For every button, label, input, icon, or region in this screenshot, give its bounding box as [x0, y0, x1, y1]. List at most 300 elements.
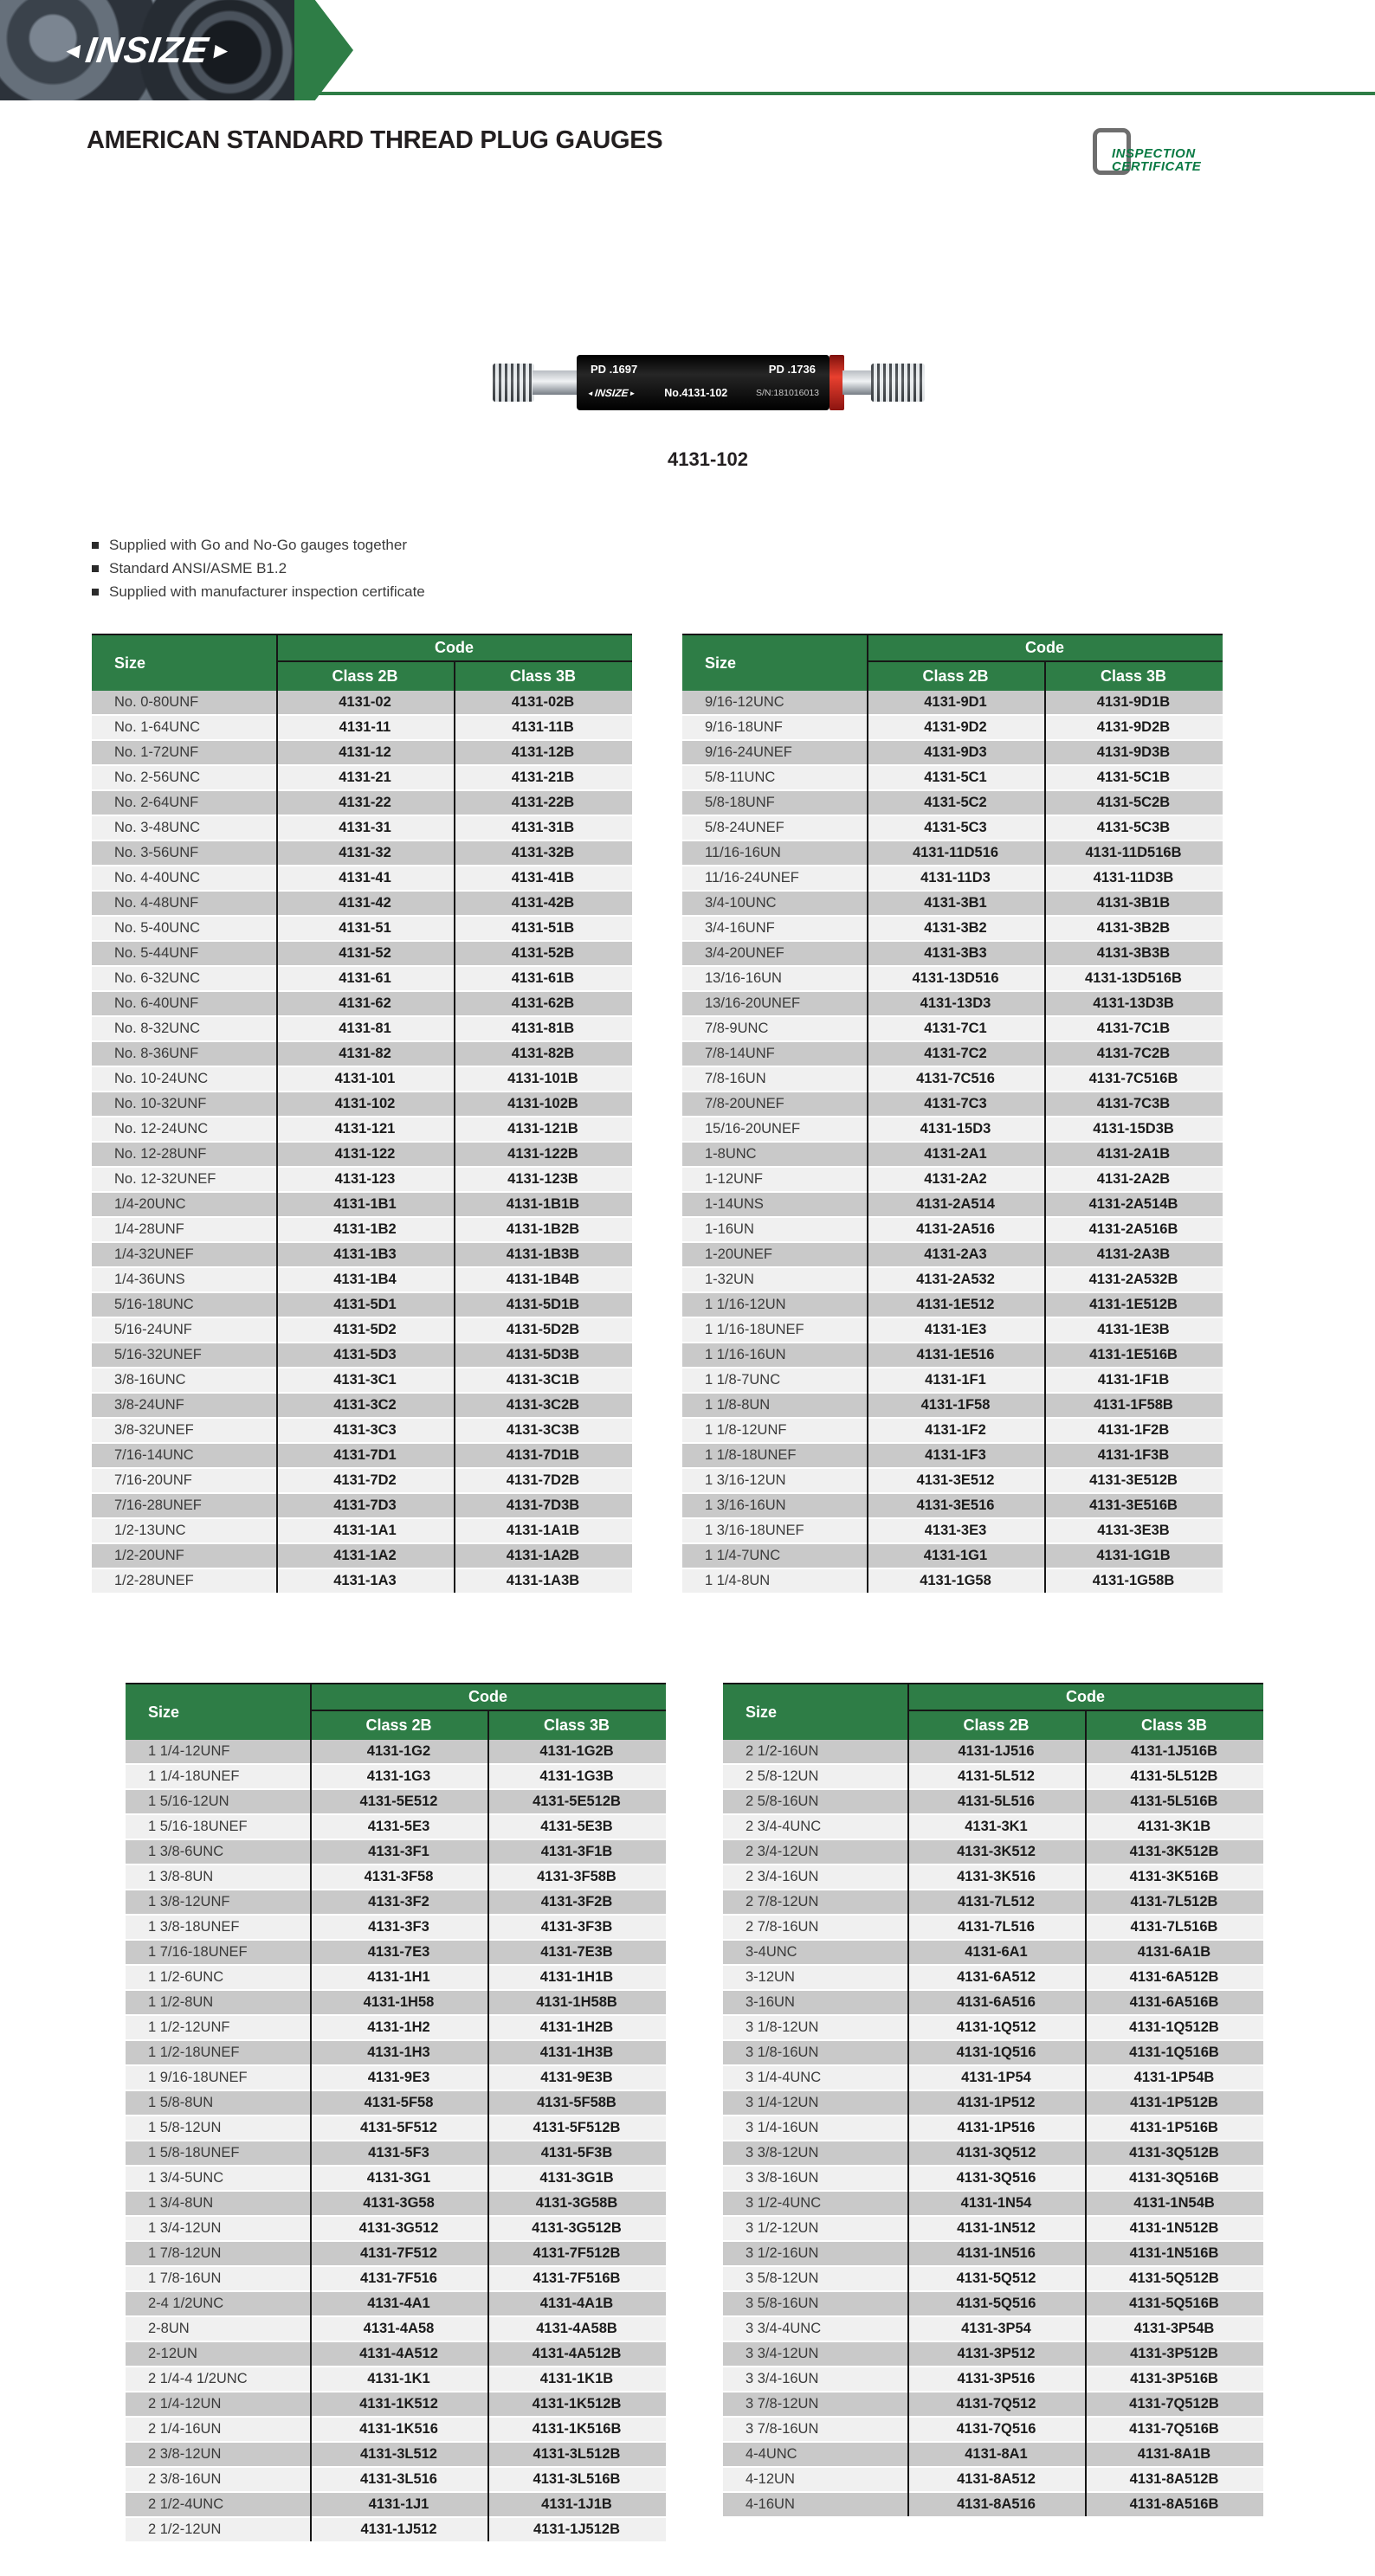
size-cell: 1 7/8-12UN: [148, 2245, 222, 2261]
table-row: [682, 1040, 1223, 1066]
size-cell: 2 5/8-12UN: [746, 1768, 819, 1784]
code-class3b-cell: 4131-51B: [511, 920, 575, 936]
table-row: [682, 739, 1223, 764]
code-class3b-cell: 4131-22B: [511, 795, 575, 810]
code-class3b-cell: 4131-7Q512B: [1129, 2396, 1219, 2412]
code-class2b-cell: 4131-3K1: [965, 1819, 1028, 1834]
code-class3b-cell: 4131-3L512B: [533, 2446, 621, 2462]
table-row: [682, 764, 1223, 789]
code-class3b-cell: 4131-3G512B: [532, 2220, 622, 2236]
size-cell: 2-4 1/2UNC: [148, 2296, 224, 2311]
code-class3b-cell: 4131-5D3B: [506, 1347, 580, 1362]
size-cell: No. 5-40UNC: [114, 920, 201, 936]
table-row: [682, 1066, 1223, 1091]
table-row: [92, 1317, 632, 1342]
size-cell: 5/8-24UNEF: [705, 820, 784, 835]
table-row: [126, 1914, 666, 1939]
code-class2b-cell: 4131-5E3: [367, 1819, 430, 1834]
size-cell: 5/16-18UNC: [114, 1297, 194, 1312]
feature-text: Supplied with manufacturer inspection certificate: [109, 583, 425, 600]
col-header-class-3b: Class 3B: [1100, 667, 1167, 685]
code-class2b-cell: 4131-52: [339, 945, 391, 961]
size-cell: 3 1/4-16UN: [746, 2120, 819, 2135]
code-class2b-cell: 4131-1H3: [367, 2045, 430, 2060]
code-class3b-cell: 4131-8A512B: [1129, 2471, 1219, 2487]
code-class3b-cell: 4131-3E516B: [1089, 1497, 1178, 1513]
code-class3b-cell: 4131-1H1B: [539, 1969, 614, 1985]
code-class2b-cell: 4131-02: [339, 694, 391, 710]
code-class3b-cell: 4131-1J1B: [541, 2496, 612, 2512]
code-class3b-cell: 4131-4A58B: [536, 2321, 617, 2336]
code-class3b-cell: 4131-2A1B: [1096, 1146, 1171, 1162]
table-row: [723, 2341, 1263, 2366]
size-cell: 15/16-20UNEF: [705, 1121, 801, 1137]
code-class2b-cell: 4131-1J512: [360, 2521, 437, 2537]
code-class2b-cell: 4131-1G58: [920, 1573, 991, 1588]
code-class3b-cell: 4131-3C2B: [506, 1397, 580, 1413]
logo-arrow-left-icon: ◄: [586, 389, 595, 397]
size-cell: 1 3/8-18UNEF: [148, 1919, 240, 1935]
size-cell: 1 3/16-16UN: [705, 1497, 786, 1513]
size-cell: 1-32UN: [705, 1272, 754, 1287]
code-class3b-cell: 4131-3Q512B: [1129, 2145, 1219, 2161]
table-row: [92, 1040, 632, 1066]
table-row: [126, 2391, 666, 2416]
table-row: [723, 2441, 1263, 2466]
code-class2b-cell: 4131-5D1: [333, 1297, 397, 1312]
code-class2b-cell: 4131-3C2: [333, 1397, 397, 1413]
code-class3b-cell: 4131-1E3B: [1097, 1322, 1170, 1337]
code-class2b-cell: 4131-1P512: [957, 2095, 1036, 2110]
code-class3b-cell: 4131-3P54B: [1133, 2321, 1215, 2336]
code-class3b-cell: 4131-1P54B: [1133, 2070, 1215, 2085]
code-class2b-cell: 4131-3B2: [924, 920, 987, 936]
code-class3b-cell: 4131-11D516B: [1085, 845, 1182, 860]
code-class2b-cell: 4131-2A532: [916, 1272, 995, 1287]
size-cell: 1 3/8-8UN: [148, 1869, 214, 1884]
col-header-class-3b: Class 3B: [509, 667, 577, 685]
col-header-size: Size: [148, 1703, 180, 1721]
thread-plug-gauge-image: [489, 355, 926, 415]
size-cell: 2 1/2-4UNC: [148, 2496, 224, 2512]
code-class2b-cell: 4131-1B2: [333, 1221, 397, 1237]
size-cell: No. 6-40UNF: [114, 995, 199, 1011]
code-class2b-cell: 4131-81: [339, 1021, 391, 1036]
size-cell: 11/16-24UNEF: [705, 870, 799, 886]
code-class3b-cell: 4131-7L516B: [1130, 1919, 1218, 1935]
size-cell: 1 5/16-18UNEF: [148, 1819, 248, 1834]
code-class2b-cell: 4131-7E3: [367, 1944, 430, 1960]
code-class3b-cell: 4131-31B: [511, 820, 575, 835]
logo-arrow-right-icon: ►: [629, 389, 636, 397]
feature-text: Standard ANSI/ASME B1.2: [109, 559, 287, 576]
table-row: [126, 2090, 666, 2115]
code-class2b-cell: 4131-7D1: [333, 1447, 397, 1463]
table-header: [126, 1684, 666, 1740]
table-row: [723, 2416, 1263, 2441]
code-class2b-cell: 4131-3Q516: [956, 2170, 1036, 2186]
gauge-serial-number: S/N:181016013: [756, 388, 819, 398]
feature-item: [92, 580, 425, 603]
table-row: [92, 1216, 632, 1241]
table-row: [92, 940, 632, 965]
table-row: [682, 840, 1223, 865]
table-row: [92, 714, 632, 739]
code-class3b-cell: 4131-7Q516B: [1129, 2421, 1219, 2437]
table-row: [682, 1191, 1223, 1216]
code-class3b-cell: 4131-7F512B: [533, 2245, 621, 2261]
code-class3b-cell: 4131-122B: [507, 1146, 578, 1162]
code-class3b-cell: 4131-2A532B: [1088, 1272, 1178, 1287]
code-class2b-cell: 4131-3K516: [957, 1869, 1036, 1884]
code-class2b-cell: 4131-3B3: [924, 945, 987, 961]
size-cell: 1-14UNS: [705, 1196, 764, 1212]
code-class3b-cell: 4131-1P512B: [1130, 2095, 1218, 2110]
code-class3b-cell: 4131-7F516B: [533, 2270, 621, 2286]
code-class2b-cell: 4131-1J1: [368, 2496, 429, 2512]
code-class3b-cell: 4131-52B: [511, 945, 575, 961]
code-class3b-cell: 4131-7C2B: [1096, 1046, 1171, 1061]
table-row: [126, 2140, 666, 2165]
size-cell: 1-16UN: [705, 1221, 754, 1237]
size-cell: 3/8-16UNC: [114, 1372, 186, 1388]
code-class3b-cell: 4131-1N54B: [1133, 2195, 1215, 2211]
size-cell: 1 1/8-12UNF: [705, 1422, 787, 1438]
table-row: [126, 1964, 666, 1989]
table-row: [682, 1467, 1223, 1492]
table-row: [723, 2140, 1263, 2165]
table-row: [682, 1492, 1223, 1517]
size-cell: 1 5/8-12UN: [148, 2120, 222, 2135]
code-class2b-cell: 4131-3B1: [924, 895, 987, 911]
code-class2b-cell: 4131-7F512: [360, 2245, 437, 2261]
table-row: [723, 2115, 1263, 2140]
table-row: [92, 915, 632, 940]
size-cell: 3 1/8-16UN: [746, 2045, 819, 2060]
size-cell: 1 3/8-12UNF: [148, 1894, 230, 1909]
size-cell: 1/4-32UNEF: [114, 1246, 194, 1262]
code-class3b-cell: 4131-2A514B: [1088, 1196, 1178, 1212]
size-cell: 2 3/4-12UN: [746, 1844, 819, 1859]
table-row: [723, 2391, 1263, 2416]
code-class3b-cell: 4131-13D3B: [1093, 995, 1174, 1011]
size-cell: No. 2-64UNF: [114, 795, 199, 810]
code-class2b-cell: 4131-1N512: [957, 2220, 1036, 2236]
bullet-icon: [92, 565, 99, 572]
code-class3b-cell: 4131-5L512B: [1130, 1768, 1218, 1784]
table-row: [126, 2039, 666, 2064]
thread-table-3: [126, 1683, 666, 2541]
code-class2b-cell: 4131-3G58: [363, 2195, 435, 2211]
code-class2b-cell: 4131-51: [339, 920, 391, 936]
table-row: [92, 1166, 632, 1191]
code-class2b-cell: 4131-3G512: [358, 2220, 439, 2236]
size-cell: 2 5/8-16UN: [746, 1794, 819, 1809]
logo-arrow-right-icon: ►: [208, 37, 235, 63]
code-class3b-cell: 4131-1E516B: [1089, 1347, 1178, 1362]
table-row: [92, 1066, 632, 1091]
size-cell: 3 1/4-12UN: [746, 2095, 819, 2110]
code-class3b-cell: 4131-1K512B: [532, 2396, 622, 2412]
code-class3b-cell: 4131-3Q516B: [1129, 2170, 1219, 2186]
table-row: [682, 1166, 1223, 1191]
code-class2b-cell: 4131-3P512: [957, 2346, 1036, 2361]
code-class2b-cell: 4131-5L512: [958, 1768, 1035, 1784]
size-cell: 1/2-28UNEF: [114, 1573, 194, 1588]
size-cell: 1 1/4-18UNEF: [148, 1768, 240, 1784]
certificate-label-line2: CERTIFICATE: [1112, 159, 1202, 174]
code-class3b-cell: 4131-5F512B: [533, 2120, 621, 2135]
table-row: [92, 1492, 632, 1517]
code-class3b-cell: 4131-3G58B: [535, 2195, 618, 2211]
code-class2b-cell: 4131-12: [339, 744, 391, 760]
code-class3b-cell: 4131-11B: [512, 719, 574, 735]
code-class2b-cell: 4131-2A3: [924, 1246, 987, 1262]
table-row: [92, 1266, 632, 1291]
header-rule: [319, 92, 1375, 95]
size-cell: 1 3/4-5UNC: [148, 2170, 224, 2186]
table-row: [92, 739, 632, 764]
size-cell: 3/4-16UNF: [705, 920, 775, 936]
size-cell: 1 1/2-12UNF: [148, 2019, 230, 2035]
code-class2b-cell: 4131-5E512: [359, 1794, 438, 1809]
table-row: [126, 2366, 666, 2391]
code-class2b-cell: 4131-5Q512: [956, 2270, 1036, 2286]
table-row: [126, 2290, 666, 2315]
code-class3b-cell: 4131-12B: [511, 744, 575, 760]
table-row: [126, 2441, 666, 2466]
code-class3b-cell: 4131-5E3B: [540, 1819, 613, 1834]
table-row: [682, 1542, 1223, 1568]
code-class3b-cell: 4131-02B: [511, 694, 575, 710]
code-class2b-cell: 4131-7F516: [360, 2270, 437, 2286]
code-class3b-cell: 4131-4A1B: [539, 2296, 614, 2311]
table-row: [723, 1740, 1263, 1763]
size-cell: 5/8-18UNF: [705, 795, 775, 810]
size-cell: 2 1/2-12UN: [148, 2521, 222, 2537]
size-cell: 3/8-32UNEF: [114, 1422, 194, 1438]
size-cell: 3-16UN: [746, 1994, 795, 2010]
code-class2b-cell: 4131-13D3: [920, 995, 991, 1011]
table-row: [92, 1291, 632, 1317]
code-class3b-cell: 4131-11D3B: [1093, 870, 1174, 886]
table-header: [682, 635, 1223, 691]
size-cell: 1/4-28UNF: [114, 1221, 184, 1237]
no-go-thread-end: [871, 364, 925, 402]
code-class3b-cell: 4131-3F1B: [540, 1844, 613, 1859]
code-class3b-cell: 4131-7C3B: [1096, 1096, 1171, 1111]
code-class3b-cell: 4131-1B1B: [506, 1196, 580, 1212]
table-row: [682, 1141, 1223, 1166]
code-class3b-cell: 4131-3C1B: [506, 1372, 580, 1388]
code-class2b-cell: 4131-3P516: [957, 2371, 1036, 2386]
size-cell: 7/8-20UNEF: [705, 1096, 784, 1111]
code-class2b-cell: 4131-1K512: [359, 2396, 438, 2412]
size-cell: 4-12UN: [746, 2471, 795, 2487]
table-row: [723, 1864, 1263, 1889]
table-row: [92, 890, 632, 915]
table-row: [682, 1442, 1223, 1467]
size-cell: 3 7/8-12UN: [746, 2396, 819, 2412]
table-row: [126, 2315, 666, 2341]
size-cell: 1 1/2-8UN: [148, 1994, 214, 2010]
size-cell: 2 3/4-16UN: [746, 1869, 819, 1884]
code-class3b-cell: 4131-1H2B: [539, 2019, 614, 2035]
table-row: [682, 1517, 1223, 1542]
table-row: [126, 2064, 666, 2090]
size-cell: 5/16-32UNEF: [114, 1347, 202, 1362]
size-cell: 1 3/16-18UNEF: [705, 1523, 804, 1538]
code-class2b-cell: 4131-9D3: [924, 744, 987, 760]
code-class2b-cell: 4131-1Q516: [956, 2045, 1036, 2060]
code-class3b-cell: 4131-5D1B: [506, 1297, 580, 1312]
code-class3b-cell: 4131-1F58B: [1094, 1397, 1173, 1413]
table-row: [682, 1568, 1223, 1593]
code-class3b-cell: 4131-1G1B: [1096, 1548, 1171, 1563]
column-divider: [867, 635, 868, 1593]
code-class2b-cell: 4131-13D516: [912, 970, 999, 986]
code-class3b-cell: 4131-7E3B: [540, 1944, 613, 1960]
table-row: [682, 1367, 1223, 1392]
size-cell: 1 5/16-12UN: [148, 1794, 229, 1809]
code-class2b-cell: 4131-5F512: [360, 2120, 437, 2135]
size-cell: 1-12UNF: [705, 1171, 763, 1187]
code-class3b-cell: 4131-32B: [511, 845, 575, 860]
logo-arrow-left-icon: ◄: [60, 37, 87, 63]
code-class2b-cell: 4131-1A2: [333, 1548, 397, 1563]
size-cell: 13/16-16UN: [705, 970, 782, 986]
table-row: [723, 2064, 1263, 2090]
size-cell: 2 3/4-4UNC: [746, 1819, 822, 1834]
size-cell: 7/16-20UNF: [114, 1472, 192, 1488]
code-class2b-cell: 4131-1E516: [916, 1347, 995, 1362]
col-header-class-2b: Class 2B: [332, 667, 398, 685]
code-class3b-cell: 4131-5D2B: [506, 1322, 580, 1337]
code-class3b-cell: 4131-41B: [511, 870, 575, 886]
size-cell: No. 4-40UNC: [114, 870, 201, 886]
feature-item: [92, 533, 425, 557]
table-row: [682, 691, 1223, 714]
size-cell: 3 3/4-12UN: [746, 2346, 819, 2361]
table-row: [682, 1417, 1223, 1442]
code-class3b-cell: 4131-1N516B: [1129, 2245, 1219, 2261]
code-class2b-cell: 4131-3F2: [368, 1894, 429, 1909]
size-cell: 1 1/16-12UN: [705, 1297, 786, 1312]
brand-name: INSIZE: [83, 29, 212, 70]
size-cell: 7/16-28UNEF: [114, 1497, 202, 1513]
size-cell: 9/16-24UNEF: [705, 744, 792, 760]
size-cell: 1 1/4-8UN: [705, 1573, 771, 1588]
code-class2b-cell: 4131-7C516: [916, 1071, 995, 1086]
table-row: [723, 2491, 1263, 2516]
size-cell: 1 1/4-12UNF: [148, 1743, 230, 1759]
code-class2b-cell: 4131-1F2: [925, 1422, 986, 1438]
code-class3b-cell: 4131-6A516B: [1129, 1994, 1219, 2010]
size-cell: No. 8-36UNF: [114, 1046, 199, 1061]
left-shaft: [533, 370, 578, 395]
table-row: [126, 2341, 666, 2366]
code-class2b-cell: 4131-5L516: [958, 1794, 1035, 1809]
table-row: [723, 2215, 1263, 2240]
code-class3b-cell: 4131-3F58B: [537, 1869, 616, 1884]
table-row: [92, 1517, 632, 1542]
code-class2b-cell: 4131-7L516: [958, 1919, 1035, 1935]
table-row: [723, 2265, 1263, 2290]
thread-table-2: [682, 634, 1223, 1593]
code-class2b-cell: 4131-11D3: [920, 870, 991, 886]
code-class2b-cell: 4131-1F3: [925, 1447, 986, 1463]
code-class2b-cell: 4131-1K516: [359, 2421, 438, 2437]
size-cell: 2 1/4-16UN: [148, 2421, 222, 2437]
code-class3b-cell: 4131-1F2B: [1097, 1422, 1170, 1438]
code-class2b-cell: 4131-32: [339, 845, 391, 860]
code-class2b-cell: 4131-1A1: [333, 1523, 397, 1538]
table-row: [126, 2115, 666, 2140]
gauge-handle: [577, 355, 830, 410]
code-class3b-cell: 4131-1K516B: [532, 2421, 622, 2437]
col-header-class-3b: Class 3B: [543, 1716, 610, 1734]
size-cell: 1 3/4-12UN: [148, 2220, 222, 2236]
table-row: [126, 1763, 666, 1788]
table-row: [682, 789, 1223, 815]
column-divider: [1044, 662, 1046, 1593]
table-row: [126, 2265, 666, 2290]
code-class3b-cell: 4131-82B: [511, 1046, 575, 1061]
product-code-caption: 4131-102: [668, 448, 748, 470]
code-class3b-cell: 4131-1A1B: [506, 1523, 580, 1538]
code-class2b-cell: 4131-1H2: [367, 2019, 430, 2035]
code-class2b-cell: 4131-102: [334, 1096, 396, 1111]
code-class2b-cell: 4131-7D2: [333, 1472, 397, 1488]
table-row: [92, 1116, 632, 1141]
table-row: [682, 1392, 1223, 1417]
table-row: [92, 1568, 632, 1593]
size-cell: 2 1/4-12UN: [148, 2396, 222, 2412]
gauge-insize-logo: ◄ INSIZE ►: [586, 387, 636, 399]
code-class2b-cell: 4131-3F3: [368, 1919, 429, 1935]
size-cell: 11/16-16UN: [705, 845, 781, 860]
table-row: [682, 965, 1223, 990]
code-class3b-cell: 4131-7L512B: [1130, 1894, 1218, 1909]
code-class2b-cell: 4131-9D2: [924, 719, 987, 735]
code-class3b-cell: 4131-3B2B: [1096, 920, 1171, 936]
col-header-class-3b: Class 3B: [1140, 1716, 1208, 1734]
code-class2b-cell: 4131-1Q512: [956, 2019, 1036, 2035]
code-class3b-cell: 4131-1G58B: [1092, 1573, 1175, 1588]
size-cell: 1/2-13UNC: [114, 1523, 186, 1538]
table-row: [92, 1367, 632, 1392]
code-class2b-cell: 4131-3P54: [961, 2321, 1031, 2336]
table-row: [723, 2190, 1263, 2215]
code-class2b-cell: 4131-1J516: [958, 1743, 1035, 1759]
code-class2b-cell: 4131-5Q516: [956, 2296, 1036, 2311]
column-divider: [1085, 1711, 1087, 2516]
size-cell: 1 1/8-7UNC: [705, 1372, 781, 1388]
code-class3b-cell: 4131-101B: [507, 1071, 578, 1086]
table-row: [723, 1889, 1263, 1914]
code-class2b-cell: 4131-11: [339, 719, 391, 735]
bullet-icon: [92, 589, 99, 596]
code-class2b-cell: 4131-3F1: [368, 1844, 429, 1859]
code-class3b-cell: 4131-62B: [511, 995, 575, 1011]
size-cell: 3 1/2-12UN: [746, 2220, 819, 2236]
table-row: [92, 1417, 632, 1442]
size-cell: 3 5/8-16UN: [746, 2296, 819, 2311]
code-class3b-cell: 4131-1F3B: [1097, 1447, 1170, 1463]
code-class2b-cell: 4131-121: [334, 1121, 396, 1137]
code-class2b-cell: 4131-5C2: [924, 795, 987, 810]
size-cell: 3 7/8-16UN: [746, 2421, 819, 2437]
